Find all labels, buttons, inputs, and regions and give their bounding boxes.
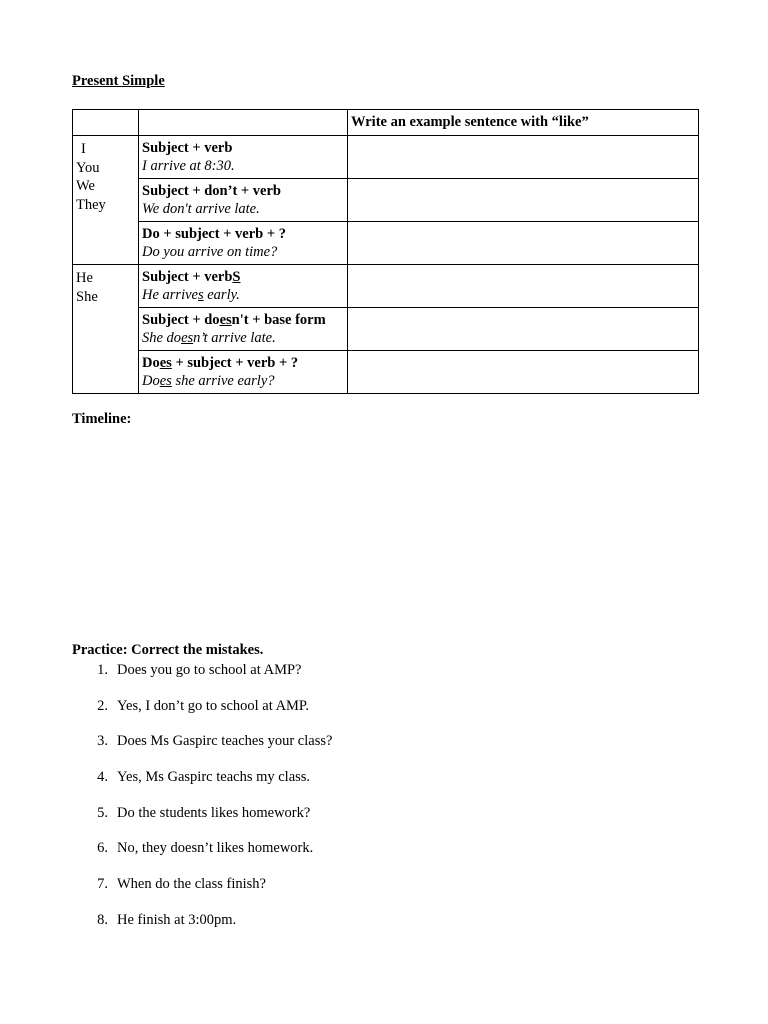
formula-text: Subject + verb: [142, 140, 233, 156]
answer-cell[interactable]: [348, 308, 699, 351]
timeline-label: Timeline:: [72, 411, 132, 427]
formula-cell: [139, 222, 348, 265]
formula-cell: [139, 265, 348, 308]
table-row: [73, 179, 699, 222]
example-text: Does she arrive early?: [142, 373, 275, 389]
table-header-row: [73, 110, 699, 136]
pronoun-group-plural: [73, 136, 139, 265]
pronoun-i: I: [81, 141, 86, 157]
formula-cell: [139, 179, 348, 222]
answer-cell[interactable]: [348, 179, 699, 222]
example-text: We don't arrive late.: [142, 201, 260, 217]
grammar-table: [72, 109, 699, 394]
answer-cell[interactable]: [348, 351, 699, 394]
pronoun-he: He: [76, 270, 93, 286]
table-row: [73, 351, 699, 394]
formula-cell: [139, 136, 348, 179]
header-example-sentence: Write an example sentence with “like”: [348, 110, 699, 136]
pronoun-group-third-person: [73, 265, 139, 394]
formula-text: Does + subject + verb + ?: [142, 355, 299, 371]
practice-list: [72, 660, 332, 946]
example-text: She doesn’t arrive late.: [142, 330, 276, 346]
list-item: 6. No, they doesn’t likes homework.: [97, 840, 314, 857]
pronoun-you: You: [76, 159, 100, 176]
list-item: 7. When do the class finish?: [97, 876, 266, 893]
formula-cell: [139, 351, 348, 394]
list-item: 2. Yes, I don’t go to school at AMP.: [97, 697, 310, 714]
answer-cell[interactable]: [348, 265, 699, 308]
table-row: [73, 265, 699, 308]
practice-heading: Practice: Correct the mistakes.: [72, 642, 264, 658]
answer-cell[interactable]: [348, 222, 699, 265]
page-title: Present Simple: [72, 73, 165, 89]
table-row: [73, 222, 699, 265]
table-row: [73, 308, 699, 351]
list-item: 8. He finish at 3:00pm.: [97, 911, 237, 928]
example-text: Do you arrive on time?: [142, 244, 278, 260]
pronoun-we: We: [76, 178, 95, 194]
header-cell-empty: [139, 110, 348, 136]
list-item: 4. Yes, Ms Gaspirc teachs my class.: [97, 769, 311, 786]
list-item: 3. Does Ms Gaspirc teaches your class?: [97, 733, 333, 750]
table-row: [73, 136, 699, 179]
formula-cell: [139, 308, 348, 351]
pronoun-they: They: [76, 196, 106, 213]
pronoun-she: She: [76, 288, 98, 305]
example-text: He arrives early.: [142, 287, 240, 303]
formula-text: Do + subject + verb + ?: [142, 226, 286, 242]
formula-text: Subject + doesn't + base form: [142, 312, 326, 328]
header-cell-empty: [73, 110, 139, 136]
list-item: 1. Does you go to school at AMP?: [97, 662, 302, 678]
formula-text: Subject + verbS: [142, 269, 241, 285]
answer-cell[interactable]: [348, 136, 699, 179]
formula-text: Subject + don’t + verb: [142, 183, 281, 199]
list-item: 5. Do the students likes homework?: [97, 804, 311, 821]
example-text: I arrive at 8:30.: [142, 158, 235, 174]
